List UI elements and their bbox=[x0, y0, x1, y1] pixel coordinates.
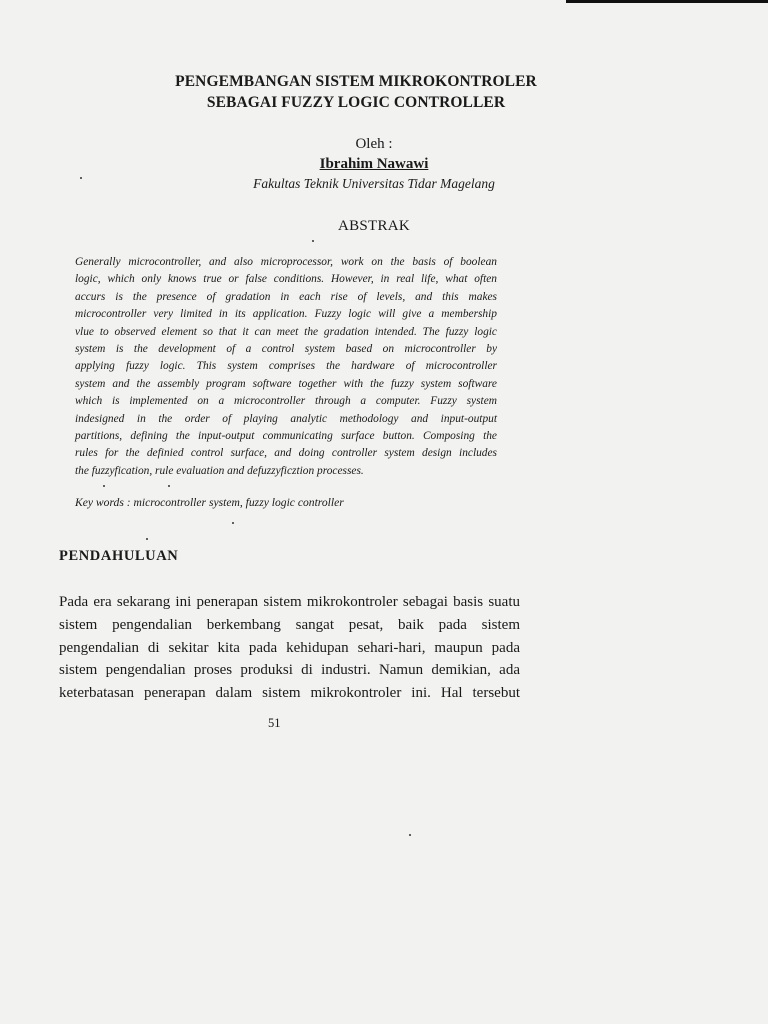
page-number: 51 bbox=[268, 716, 281, 730]
keywords-line: Key words : microcontroller system, fuzzy logic controller bbox=[75, 496, 344, 509]
scan-speck bbox=[312, 240, 314, 242]
section-heading: PENDAHULUAN bbox=[59, 548, 179, 564]
scan-speck bbox=[168, 485, 170, 487]
body-line: keterbatasan penerapan dalam sistem mikrokontroler ini. Hal tersebut bbox=[59, 685, 520, 702]
scan-speck bbox=[146, 538, 148, 540]
abstract-line: the fuzzyfication, rule evaluation and defuzzyficztion processes. bbox=[75, 464, 364, 477]
abstract-line: rules for the definied control surface, and doing controller system design includes bbox=[75, 447, 497, 460]
abstract-heading: ABSTRAK bbox=[337, 218, 411, 234]
abstract-line: microcontroller very limited in its application. Fuzzy logic will give a membership bbox=[75, 308, 497, 321]
paper-title-line-2: SEBAGAI FUZZY LOGIC CONTROLLER bbox=[206, 94, 506, 111]
by-label: Oleh : bbox=[355, 136, 393, 152]
abstract-line: system is the development of a control system based on microcontroller by bbox=[75, 343, 497, 356]
abstract-line: accurs is the presence of gradation in each rise of levels, and this makes bbox=[75, 290, 497, 303]
abstract-line: which is implemented on a microcontroller through a computer. Fuzzy system bbox=[75, 395, 497, 408]
author-name: Ibrahim Nawawi bbox=[319, 156, 429, 172]
body-line: sistem pengendalian proses produksi di industri. Namun demikian, ada bbox=[59, 662, 520, 679]
body-line: Pada era sekarang ini penerapan sistem mikrokontroler sebagai basis suatu bbox=[59, 594, 520, 610]
abstract-line: system and the assembly program software together with the fuzzy system software bbox=[75, 377, 497, 390]
abstract-line: logic, which only knows true or false conditions. However, in real life, what often bbox=[75, 273, 497, 286]
body-line: sistem pengendalian berkembang sangat pesat, baik pada sistem bbox=[59, 616, 520, 633]
body-line: pengendalian di sekitar kita pada kehidupan sehari-hari, maupun pada bbox=[59, 639, 520, 656]
body-paragraph bbox=[59, 591, 520, 705]
abstract-line: vlue to observed element so that it can meet the gradation intended. The fuzzy logic bbox=[75, 325, 497, 338]
abstract-line: applying fuzzy logic. This system comprises the hardware of microcontroller bbox=[75, 360, 497, 373]
paper-title-line-1: PENGEMBANGAN SISTEM MIKROKONTROLER bbox=[175, 73, 537, 90]
abstract-body bbox=[75, 254, 497, 480]
scan-speck bbox=[409, 834, 411, 836]
scan-speck bbox=[80, 177, 82, 179]
scan-speck bbox=[232, 522, 234, 524]
abstract-line: partitions, defining the input-output communicating surface button. Composing the bbox=[75, 430, 497, 443]
author-affiliation: Fakultas Teknik Universitas Tidar Magelang bbox=[253, 176, 495, 191]
scan-edge-rule bbox=[566, 0, 768, 3]
scan-speck bbox=[103, 485, 105, 487]
abstract-line: Generally microcontroller, and also microprocessor, work on the basis of boolean bbox=[75, 256, 497, 268]
abstract-line: indesigned in the order of playing analytic methodology and input-output bbox=[75, 412, 497, 425]
